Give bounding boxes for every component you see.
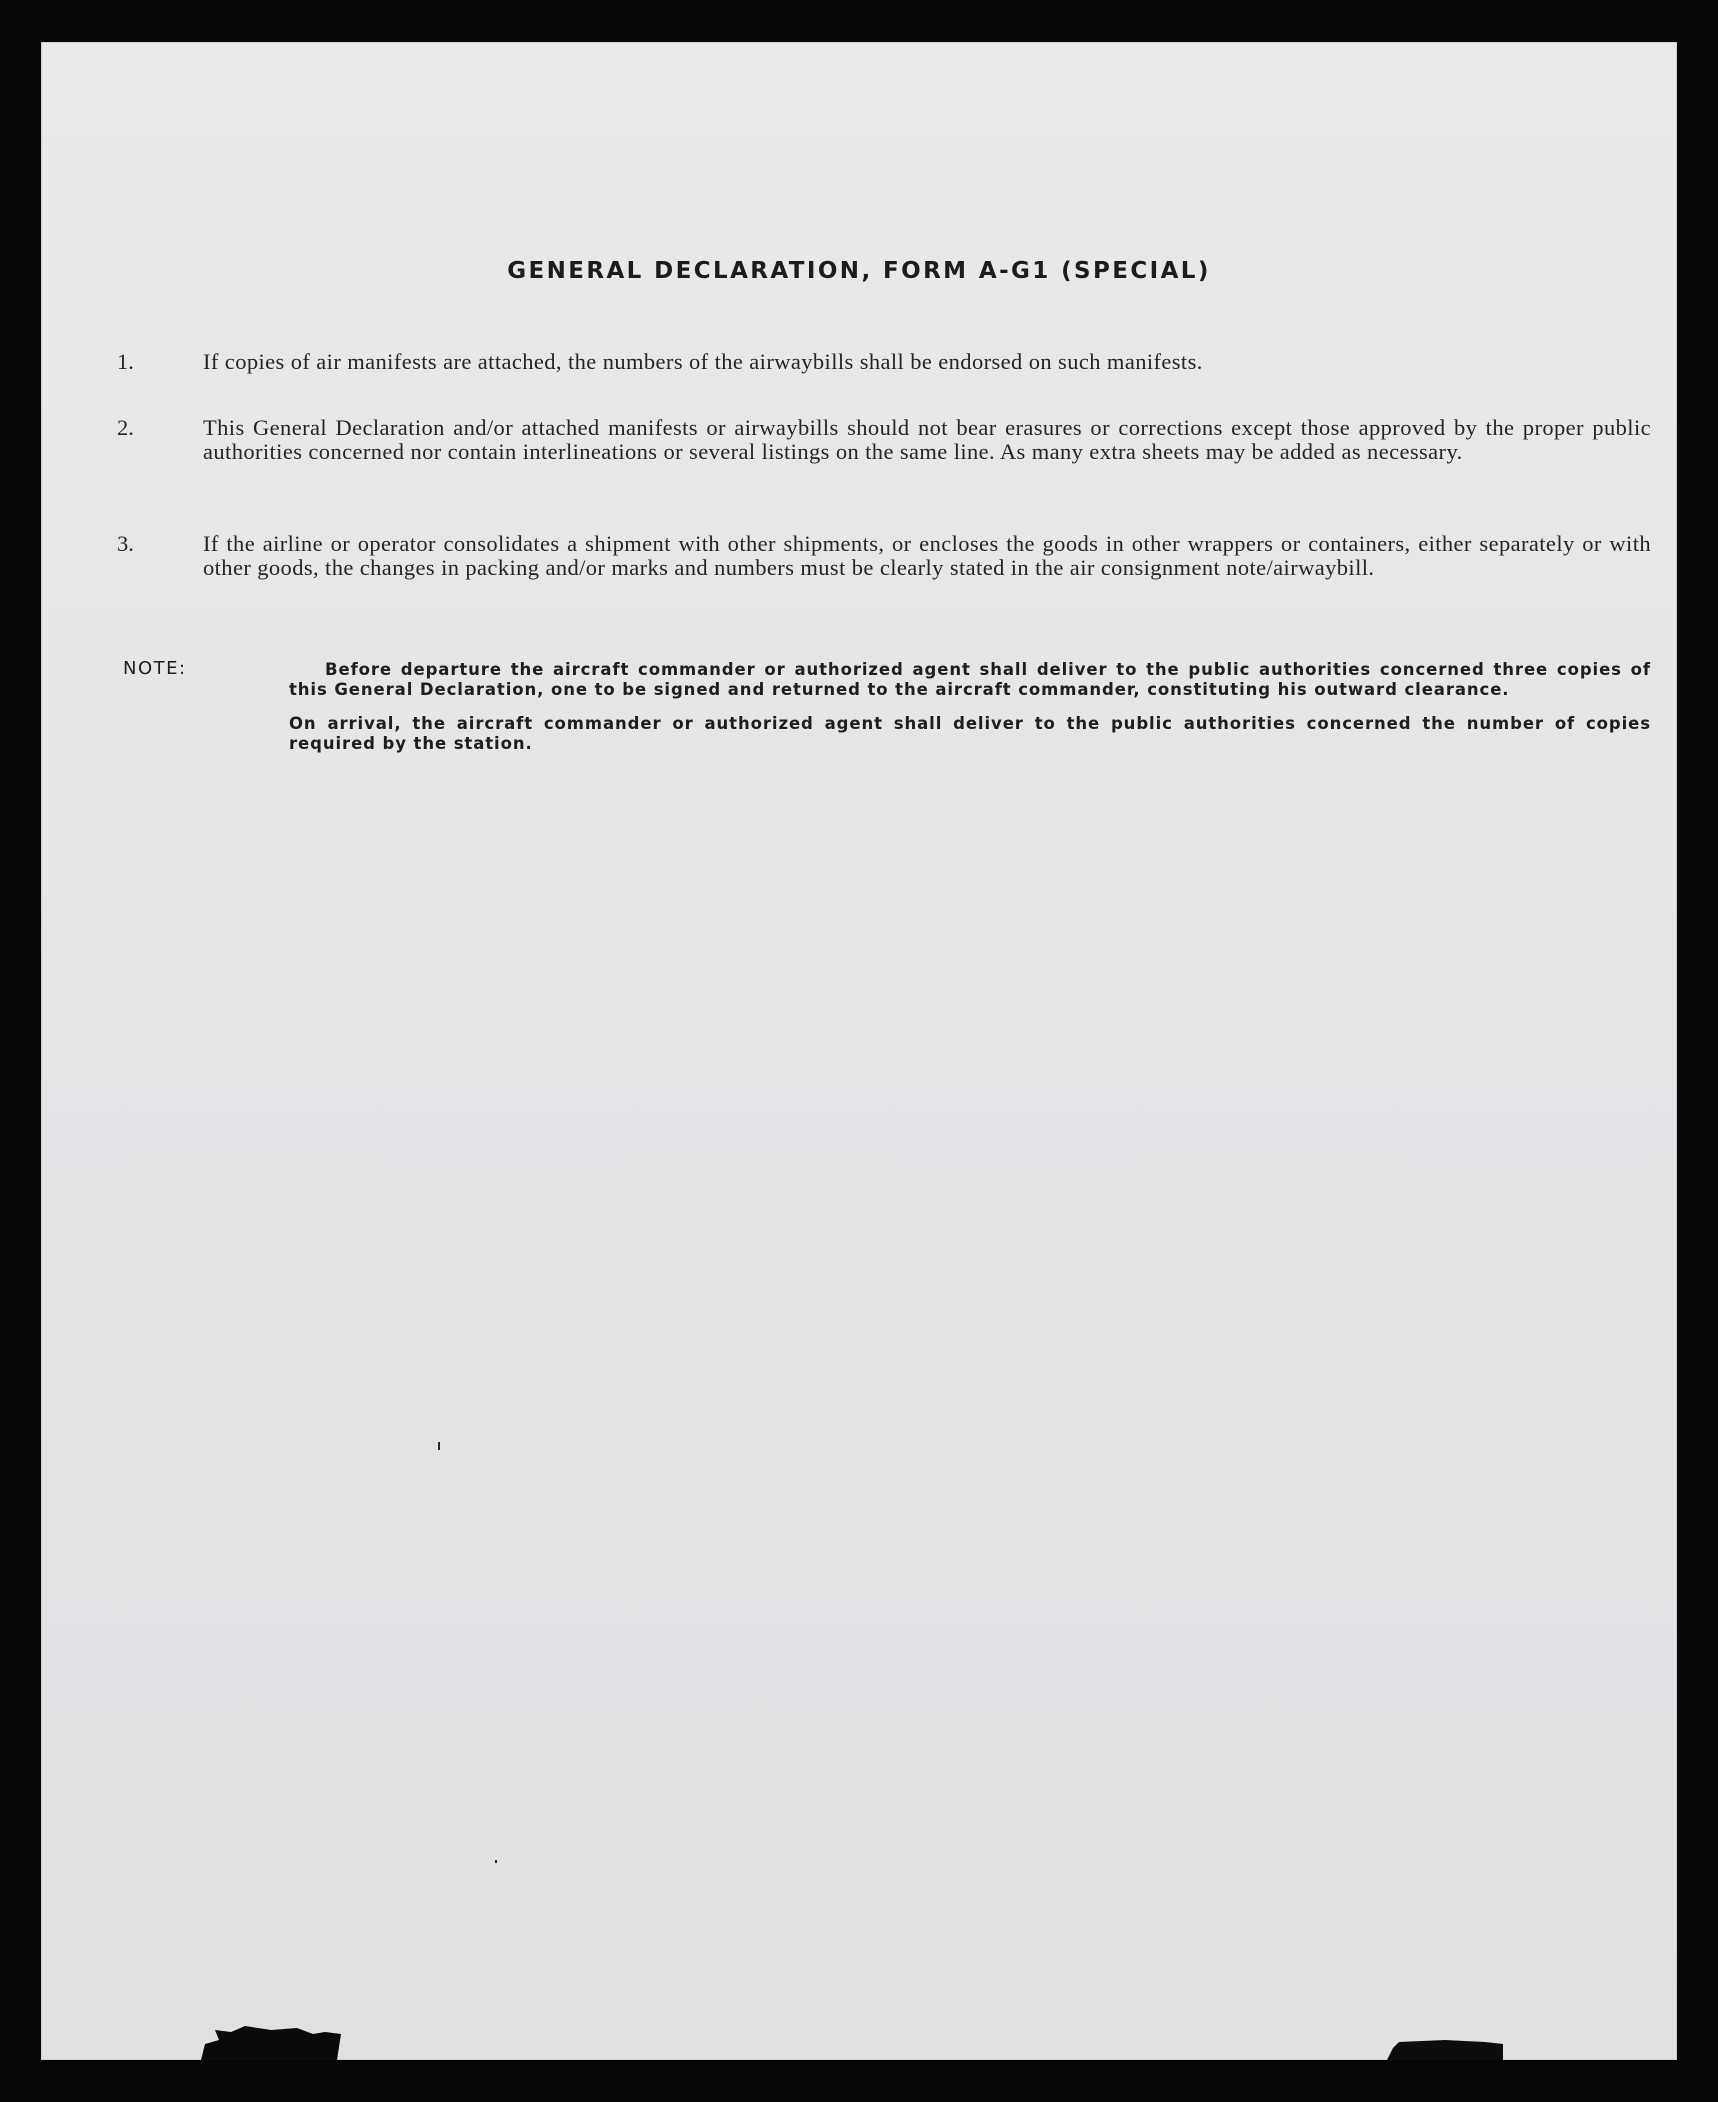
note-paragraph-departure: Before departure the aircraft commander or authorized agent shall deliver to the public authorities concerned three copies of this General Declaration, one to be signed and returned to the aircraft commander, constituting his outward clearance. [289,660,1651,699]
note-paragraph-arrival: On arrival, the aircraft commander or authorized agent shall deliver to the public authorities concerned the number of copies required by the station. [289,714,1651,753]
item-number: 1. [117,349,134,374]
item-number: 3. [117,531,134,556]
speck-mark [495,1860,497,1863]
item-text: This General Declaration and/or attached manifests or airwaybills should not bear erasures or corrections except those approved by the proper public authorities concerned nor contain interlineations or several listings on the same line. As many extra sheets may be added as necessary. [203,415,1651,464]
note-label: NOTE: [123,658,187,679]
page-edge-mark [1385,2038,1505,2060]
document-page [41,42,1677,2060]
form-title: GENERAL DECLARATION, FORM A-G1 (SPECIAL) [507,258,1211,284]
speck-mark [438,1442,440,1450]
item-text: If copies of air manifests are attached, the numbers of the airwaybills shall be endorsed on such manifests. [203,349,1203,374]
torn-corner-mark [201,2014,341,2060]
item-text: If the airline or operator consolidates a shipment with other shipments, or encloses the goods in other wrappers or containers, either separately or with other goods, the changes in packing and/or marks and numbers must be clearly stated in the air consignment note/airwaybill. [203,531,1651,580]
item-number: 2. [117,415,134,440]
